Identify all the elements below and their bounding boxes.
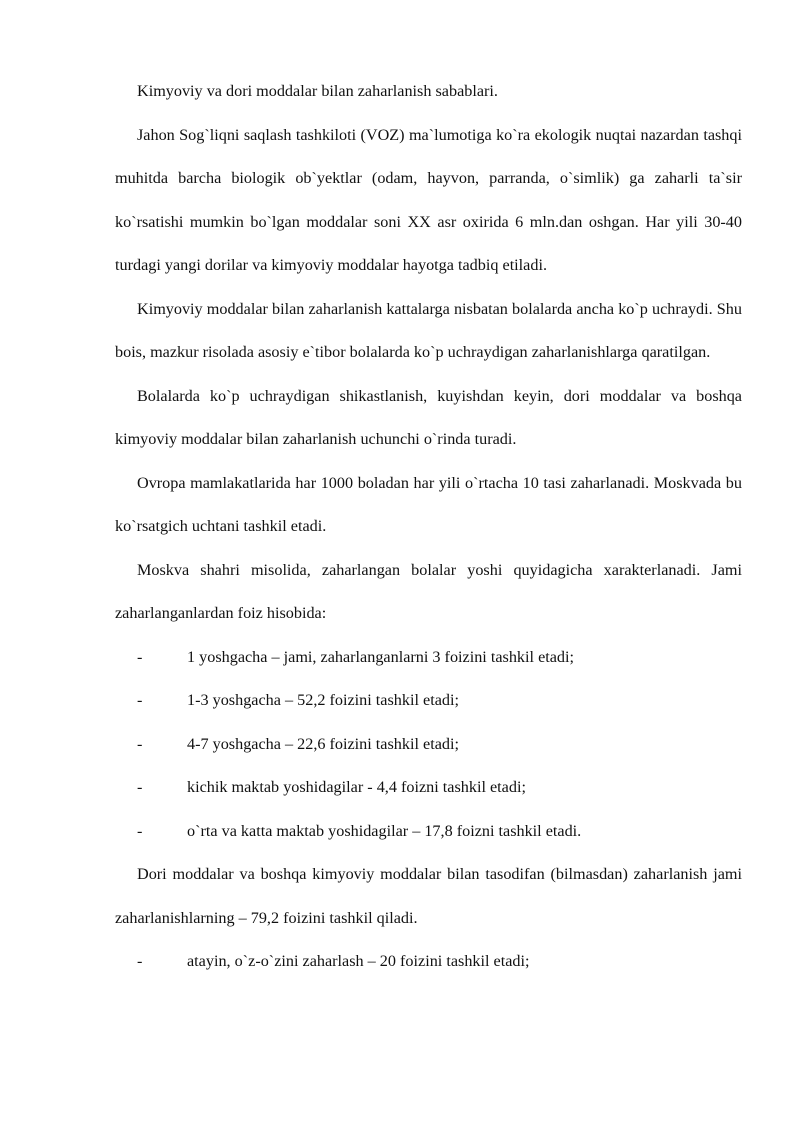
list-dash: -	[137, 691, 143, 709]
age-list	[115, 636, 742, 854]
document-page	[115, 70, 742, 984]
list-dash: -	[137, 647, 143, 666]
list-item	[115, 723, 742, 767]
final-list	[115, 940, 742, 984]
list-item-text: o`rta va katta maktab yoshidagilar – 17,8 foizni tashkil etadi.	[187, 821, 582, 840]
paragraph-who-data: Jahon Sog`liqni saqlash tashkiloti (VOZ) ma`lumotiga ko`ra ekologik nuqtai nazardan tashqi muhitda barcha biologik ob`yektlar (odam, hayvon, parranda, o`simlik) ga zaharli ta`sir ko`rsatishi mumkin bo`lgan moddalar soni XX asr oxirida 6 mln.dan oshgan. Har yili 30-40 turdagi yangi dorilar va kimyoviy moddalar hayotga tadbiq etiladi.	[115, 125, 742, 274]
list-item-text: 1 yoshgacha – jami, zaharlanganlarni 3 foizini tashkil etadi;	[187, 647, 575, 666]
list-item-text: kichik maktab yoshidagilar - 4,4 foizni tashkil etadi;	[187, 778, 526, 796]
paragraph-third-place: Bolalarda ko`p uchraydigan shikastlanish, kuyishdan keyin, dori moddalar va boshqa kimyoviy moddalar bilan zaharlanish uchunchi o`rinda turadi.	[115, 386, 742, 448]
paragraph-children-poisoning: Kimyoviy moddalar bilan zaharlanish kattalarga nisbatan bolalarda ancha ko`p uchraydi. Shu bois, mazkur risolada asosiy e`tibor bolalarda ko`p uchraydigan zaharlanishlarga qaratilgan.	[115, 299, 742, 361]
list-item	[115, 679, 742, 723]
paragraph-moscow-ages: Moskva shahri misolida, zaharlangan bolalar yoshi quyidagicha xarakterlanadi. Jami zaharlanganlardan foiz hisobida:	[115, 560, 742, 622]
list-item-text: 1-3 yoshgacha – 52,2 foizini tashkil etadi;	[187, 691, 459, 709]
paragraph-europe-statistics: Ovropa mamlakatlarida har 1000 boladan har yili o`rtacha 10 tasi zaharlanadi. Moskvada bu ko`rsatgich uchtani tashkil etadi.	[115, 473, 742, 535]
list-item-text: atayin, o`z-o`zini zaharlash – 20 foizini tashkil etadi;	[187, 952, 530, 970]
list-dash: -	[137, 778, 143, 796]
list-item-text: 4-7 yoshgacha – 22,6 foizini tashkil etadi;	[187, 734, 459, 753]
list-dash: -	[137, 734, 143, 753]
list-item	[115, 940, 742, 984]
list-item	[115, 636, 742, 680]
list-item	[115, 810, 742, 854]
paragraph-accidental-poisoning: Dori moddalar va boshqa kimyoviy moddalar bilan tasodifan (bilmasdan) zaharlanish jami zaharlanishlarning – 79,2 foizini tashkil qiladi.	[115, 865, 742, 927]
list-dash: -	[137, 821, 143, 840]
document-title: Kimyoviy va dori moddalar bilan zaharlanish sabablari.	[137, 82, 498, 100]
list-item	[115, 766, 742, 810]
list-dash: -	[137, 952, 143, 970]
